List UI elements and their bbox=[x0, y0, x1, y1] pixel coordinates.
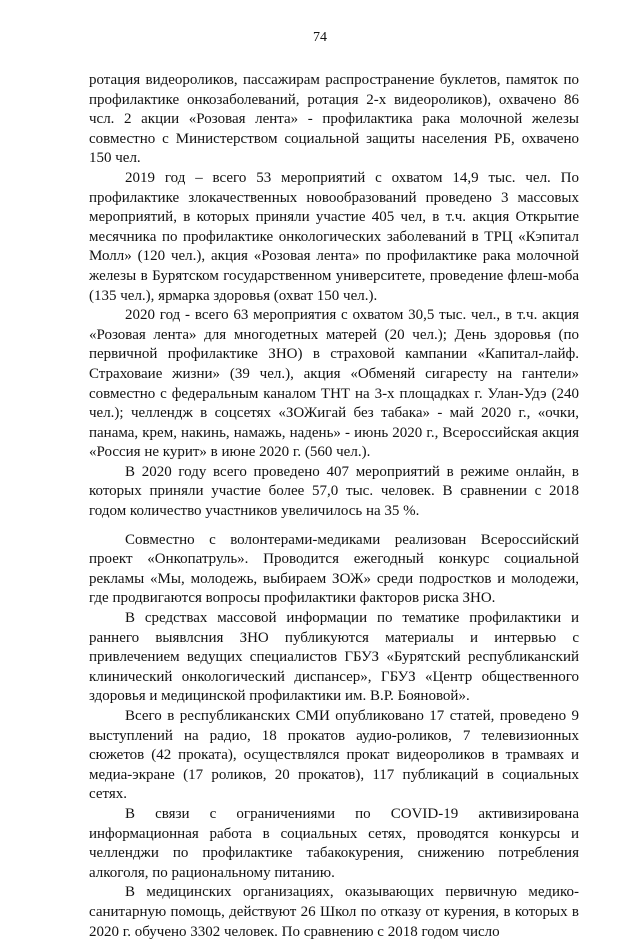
page-number: 74 bbox=[313, 30, 327, 45]
paragraph-media-statistics: Всего в республиканских СМИ опубликовано 17 статей, проведено 9 выступлений на радио, 18 прокатов аудио-роликов, 7 телевизионных сюжетов (42 проката), осуществлялся прокат видеороликов в трамваях и медиа-экране (17 роликов, 20 прокатов), 117 публикаций в социальных сетях. bbox=[89, 708, 579, 803]
paragraph-mass-media: В средствах массовой информации по тематике профилактики и раннего выявлсния ЗНО публикуются материалы и интервью с привлечением ведущих специалистов ГБУЗ «Бурятский республиканский клинический онкологический диспансер», ГБУЗ «Центр общественного здоровья и медицинской профилактики им. В.Р. Бояновой». bbox=[89, 610, 579, 705]
document-body bbox=[89, 71, 579, 942]
paragraph-rotation-continuation: ротация видеороликов, пассажирам распространение буклетов, памяток по профилактике онкозаболеваний, ротация 2-х видеороликов), охвачено 86 чсл. 2 акции «Розовая лента» - профилактика рака молочной железы совместно с Министерством социальной защиты населения РБ, охвачено 150 чел. bbox=[89, 72, 579, 167]
paragraph-smoking-schools: В медицинских организациях, оказывающих первичную медико-санитарную помощь, действуют 26 Школ по отказу от курения, в которых в 2020 г. обучено 3302 человек. По сравнению с 2018 годом число bbox=[89, 884, 579, 940]
paragraph-2020-online-events: В 2020 году всего проведено 407 мероприятий в режиме онлайн, в которых приняли участие более 57,0 тыс. человек. В сравнении с 2018 годом количество участников увеличилось на 35 %. bbox=[89, 463, 579, 520]
paragraph-volunteers-oncopatrol: Совместно с волонтерами-медиками реализован Всероссийский проект «Онкопатруль». Проводится ежегодный конкурс социальной рекламы «Мы, молодежь, выбираем ЗОЖ» среди подростков и молодежи, где продвигаются вопросы профилактики факторов риска ЗНО. bbox=[89, 531, 579, 607]
paragraph-2020-summary: 2020 год - всего 63 мероприятия с охватом 30,5 тыс. чел., в т.ч. акция «Розовая лента» для многодетных матерей (20 чел.); День здоровья (по первичной профилактике ЗНО) в страховой кампании «Капитал-лайф. Страховаие жизни» (39 чел.), акция «Обменяй сигаресту на гантели» совместно с федеральным каналом ТНТ на 3-х площадках г. Улан-Удэ (240 чел.); челлендж в соцсетях «ЗОЖигай без табака» - май 2020 г., «очки, панама, крем, накинь, намажь, надень» - июнь 2020 г., Всероссийская акция «Россия не курит» в июне 2020 г. (560 чел.). bbox=[89, 307, 579, 461]
paragraph-covid-restrictions: В связи с ограничениями по COVID-19 активизирована информационная работа в социальных сетях, проводятся конкурсы и челленджи по профилактике табакокурения, снижению потребления алкоголя, по рациональному питанию. bbox=[89, 805, 579, 881]
paragraph-2019-summary: 2019 год – всего 53 мероприятий с охватом 14,9 тыс. чел. По профилактике злокачественных новообразований проведено 3 массовых мероприятий, в которых приняли участие 405 чел, в т.ч. акция Открытие месячника по профилактике онкологических заболеваний в ТРЦ «Кэпитал Молл» (120 чел.), акция «Розовая лента» по профилактике рака молочной железы в Бурятском государственном университете, проведение флеш-моба (135 чел.), ярмарка здоровья (охват 150 чел.). bbox=[89, 169, 579, 304]
